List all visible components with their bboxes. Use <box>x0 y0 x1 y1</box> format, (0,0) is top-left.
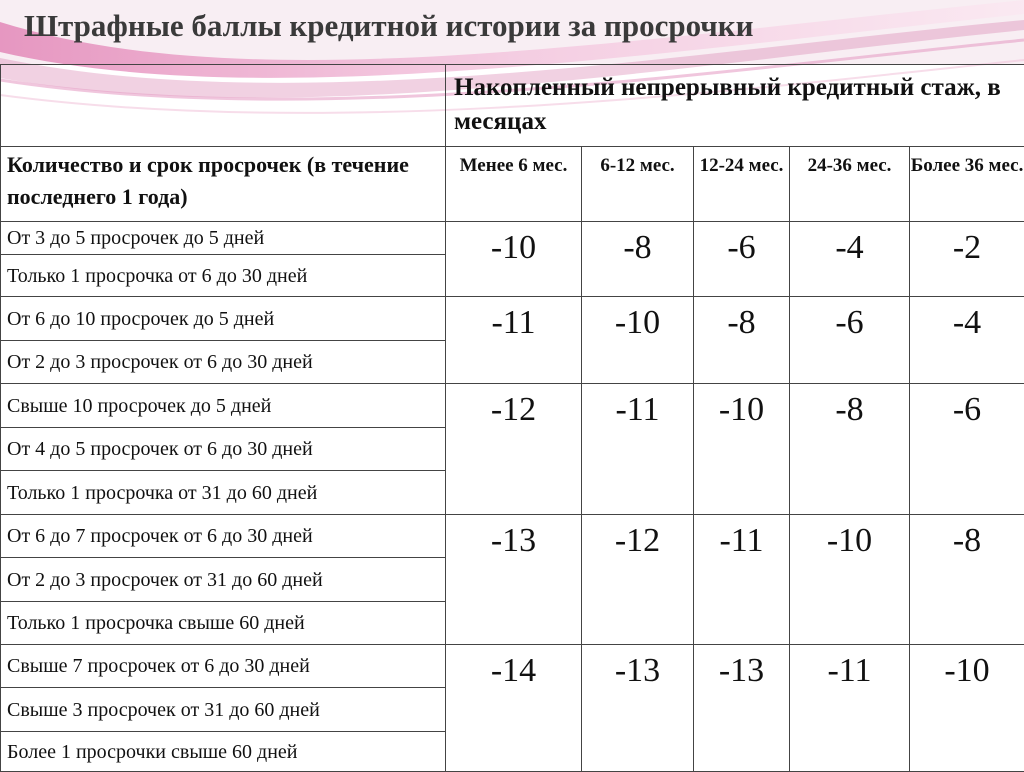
condition-cell: От 2 до 3 просрочек от 31 до 60 дней <box>1 558 446 602</box>
penalty-value: -10 <box>446 222 582 297</box>
condition-cell: Свыше 7 просрочек от 6 до 30 дней <box>1 645 446 688</box>
penalty-value: -6 <box>790 297 910 384</box>
row-header: Количество и срок просрочек (в течение последнего 1 года) <box>1 147 446 222</box>
condition-cell: От 3 до 5 просрочек до 5 дней <box>1 222 446 255</box>
column-header-24-36: 24-36 мес. <box>790 147 910 222</box>
penalty-value: -2 <box>910 222 1024 297</box>
penalty-value: -11 <box>790 645 910 772</box>
penalty-value: -13 <box>694 645 790 772</box>
condition-cell: Только 1 просрочка от 31 до 60 дней <box>1 471 446 515</box>
penalty-value: -4 <box>790 222 910 297</box>
penalty-value: -13 <box>582 645 694 772</box>
penalty-value: -11 <box>582 384 694 515</box>
penalty-value: -11 <box>694 515 790 645</box>
penalty-value: -11 <box>446 297 582 384</box>
penalty-value: -8 <box>582 222 694 297</box>
column-header-under-6: Менее 6 мес. <box>446 147 582 222</box>
penalty-value: -8 <box>694 297 790 384</box>
condition-cell: От 6 до 7 просрочек от 6 до 30 дней <box>1 515 446 558</box>
condition-cell: Только 1 просрочка от 6 до 30 дней <box>1 255 446 297</box>
penalty-value: -10 <box>790 515 910 645</box>
penalty-value: -10 <box>694 384 790 515</box>
penalty-value: -6 <box>694 222 790 297</box>
penalty-value: -6 <box>910 384 1024 515</box>
column-header-6-12: 6-12 мес. <box>582 147 694 222</box>
condition-cell: Свыше 10 просрочек до 5 дней <box>1 384 446 428</box>
penalty-value: -10 <box>910 645 1024 772</box>
column-header-12-24: 12-24 мес. <box>694 147 790 222</box>
column-header-over-36: Более 36 мес. <box>910 147 1024 222</box>
penalty-value: -12 <box>446 384 582 515</box>
condition-cell: От 2 до 3 просрочек от 6 до 30 дней <box>1 341 446 384</box>
condition-cell: Свыше 3 просрочек от 31 до 60 дней <box>1 688 446 732</box>
penalty-value: -10 <box>582 297 694 384</box>
penalty-value: -12 <box>582 515 694 645</box>
penalty-value: -13 <box>446 515 582 645</box>
penalty-value: -8 <box>910 515 1024 645</box>
corner-cell <box>1 65 446 147</box>
condition-cell: От 4 до 5 просрочек от 6 до 30 дней <box>1 428 446 471</box>
condition-cell: Только 1 просрочка свыше 60 дней <box>1 602 446 645</box>
penalty-value: -8 <box>790 384 910 515</box>
condition-cell: Более 1 просрочки свыше 60 дней <box>1 732 446 772</box>
penalty-value: -4 <box>910 297 1024 384</box>
penalty-table <box>0 64 1024 772</box>
accumulated-experience-header: Накопленный непрерывный кредитный стаж, в месяцах <box>446 65 1024 147</box>
condition-cell: От 6 до 10 просрочек до 5 дней <box>1 297 446 341</box>
slide-title: Штрафные баллы кредитной истории за просрочки <box>24 8 753 44</box>
penalty-value: -14 <box>446 645 582 772</box>
